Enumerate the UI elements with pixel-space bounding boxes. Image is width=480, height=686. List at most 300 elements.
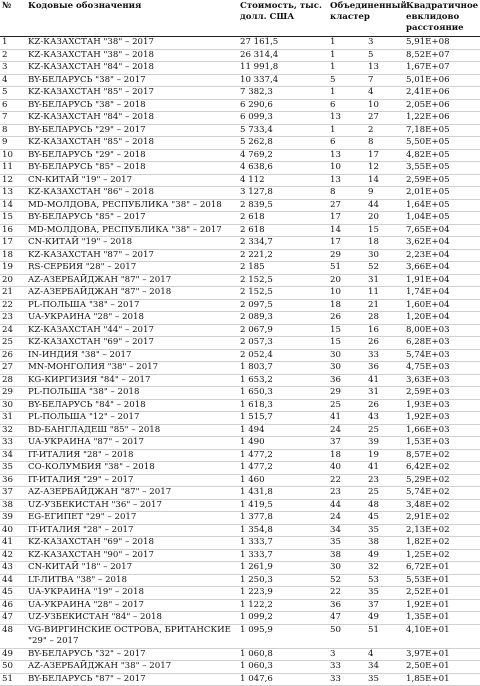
row-code: VG-ВИРГИНСКИЕ ОСТРОВА, БРИТАНСКИЕ "29" – 2017 [26, 624, 238, 648]
table-row [0, 624, 480, 648]
row-code: PL-ПОЛЬША "12" – 2017 [26, 412, 238, 425]
row-cost: 6 290,6 [238, 99, 328, 112]
cluster-a: 26 [330, 312, 341, 322]
row-cluster [328, 224, 404, 237]
cluster-b: 35 [368, 524, 379, 535]
row-cost: 1 122,2 [238, 599, 328, 612]
cluster-b: 33 [368, 349, 379, 360]
cluster-b: 45 [368, 512, 379, 522]
row-code: UZ-УЗБЕКИСТАН "36" – 2017 [26, 499, 238, 512]
row-cluster [328, 99, 404, 112]
cluster-b: 25 [368, 487, 379, 497]
cluster-a: 27 [330, 199, 341, 210]
cluster-a: 15 [330, 337, 341, 347]
row-cost: 1 377,8 [238, 512, 328, 525]
row-cluster [328, 487, 404, 500]
row-cluster [328, 661, 404, 674]
table-row [0, 237, 480, 250]
row-cluster [328, 673, 404, 686]
cluster-b: 28 [368, 312, 379, 322]
row-distance: 3,63E+03 [404, 374, 480, 387]
row-cluster [328, 312, 404, 325]
cluster-a: 13 [330, 174, 341, 185]
row-cluster [328, 37, 404, 50]
row-number: 41 [0, 537, 26, 550]
row-number: 22 [0, 299, 26, 312]
row-distance: 7,65E+04 [404, 224, 480, 237]
table-row [0, 149, 480, 162]
row-number: 50 [0, 661, 26, 674]
row-number: 37 [0, 487, 26, 500]
row-cluster [328, 187, 404, 200]
row-cluster [328, 424, 404, 437]
cluster-b: 9 [368, 187, 374, 197]
row-distance: 3,55E+05 [404, 162, 480, 175]
row-number: 43 [0, 562, 26, 575]
cluster-a: 6 [330, 99, 336, 110]
cluster-a: 22 [330, 587, 341, 597]
cluster-a: 29 [330, 249, 341, 260]
cluster-a: 36 [330, 599, 341, 610]
row-code: AZ-АЗЕРБАЙДЖАН "87" – 2017 [26, 274, 238, 287]
cluster-a: 1 [330, 87, 336, 97]
cluster-a: 50 [330, 624, 341, 635]
row-distance: 8,00E+03 [404, 324, 480, 337]
row-code: UA-УКРАИНА "87" – 2017 [26, 437, 238, 450]
row-cluster [328, 287, 404, 300]
row-number: 35 [0, 462, 26, 475]
row-number: 32 [0, 424, 26, 437]
row-cluster [328, 49, 404, 62]
row-code: KZ-КАЗАХСТАН "84" – 2018 [26, 62, 238, 75]
row-cluster [328, 274, 404, 287]
row-code: BY-БЕЛАРУСЬ "38" – 2017 [26, 74, 238, 87]
row-cost: 1 354,8 [238, 524, 328, 537]
table-row [0, 299, 480, 312]
table-row [0, 37, 480, 50]
row-code: UZ-УЗБЕКИСТАН "84" – 2018 [26, 612, 238, 625]
table-row [0, 399, 480, 412]
row-number: 49 [0, 648, 26, 661]
row-distance: 1,92E+01 [404, 599, 480, 612]
cluster-a: 44 [330, 499, 341, 510]
table-row [0, 224, 480, 237]
cluster-a: 30 [330, 362, 341, 372]
row-cost: 4 769,2 [238, 149, 328, 162]
row-cost: 2 152,5 [238, 274, 328, 287]
row-code: KZ-КАЗАХСТАН "44" – 2017 [26, 324, 238, 337]
table-row [0, 437, 480, 450]
row-code: CO-КОЛУМБИЯ "38" – 2018 [26, 462, 238, 475]
cluster-a: 52 [330, 574, 341, 585]
row-distance: 5,01E+06 [404, 74, 480, 87]
table-row [0, 599, 480, 612]
row-distance: 1,74E+04 [404, 287, 480, 300]
cluster-b: 13 [368, 62, 379, 72]
cluster-a: 30 [330, 562, 341, 572]
row-cluster [328, 499, 404, 512]
table-row [0, 212, 480, 225]
row-cluster [328, 599, 404, 612]
table-row [0, 562, 480, 575]
row-cluster [328, 324, 404, 337]
row-code: BY-БЕЛАРУСЬ "85" – 2017 [26, 212, 238, 225]
cluster-b: 17 [368, 149, 379, 160]
table-row [0, 262, 480, 275]
row-distance: 1,60E+04 [404, 299, 480, 312]
row-number: 29 [0, 387, 26, 400]
row-cost: 2 067,9 [238, 324, 328, 337]
cluster-a: 47 [330, 612, 341, 622]
row-number: 42 [0, 549, 26, 562]
row-code: CN-КИТАЙ "19" – 2018 [26, 237, 238, 250]
cluster-b: 10 [368, 99, 379, 110]
row-number: 31 [0, 412, 26, 425]
header-cluster: Объединенный кластер [328, 0, 404, 37]
row-distance: 5,50E+05 [404, 137, 480, 150]
cluster-b: 31 [368, 387, 379, 397]
cluster-b: 20 [368, 212, 379, 222]
cluster-b: 19 [368, 449, 379, 460]
row-cluster [328, 562, 404, 575]
cluster-b: 53 [368, 574, 379, 585]
row-number: 28 [0, 374, 26, 387]
row-distance: 1,91E+04 [404, 274, 480, 287]
row-cluster [328, 262, 404, 275]
cluster-a: 13 [330, 149, 341, 160]
cluster-a: 6 [330, 137, 336, 147]
row-number: 12 [0, 174, 26, 187]
table-row [0, 524, 480, 537]
row-code: MD-МОЛДОВА, РЕСПУБЛИКА "38" – 2018 [26, 199, 238, 212]
table-row [0, 124, 480, 137]
row-cost: 1 261,9 [238, 562, 328, 575]
cluster-a: 24 [330, 512, 341, 522]
cluster-b: 38 [368, 537, 379, 547]
row-cost: 1 060,3 [238, 661, 328, 674]
row-distance: 1,64E+05 [404, 199, 480, 212]
table-body [0, 37, 480, 686]
table-row [0, 648, 480, 661]
row-distance: 1,67E+07 [404, 62, 480, 75]
row-number: 4 [0, 74, 26, 87]
table-row [0, 487, 480, 500]
row-number: 24 [0, 324, 26, 337]
row-code: CN-КИТАЙ "18" – 2017 [26, 562, 238, 575]
row-code: PL-ПОЛЬША "38" – 2017 [26, 299, 238, 312]
row-distance: 2,52E+01 [404, 587, 480, 600]
row-distance: 2,23E+04 [404, 249, 480, 262]
cluster-b: 35 [368, 587, 379, 597]
row-cluster [328, 112, 404, 125]
cluster-a: 33 [330, 661, 341, 671]
row-cluster [328, 87, 404, 100]
cluster-a: 5 [330, 74, 336, 85]
row-cost: 1 477,2 [238, 462, 328, 475]
row-code: KZ-КАЗАХСТАН "84" – 2018 [26, 112, 238, 125]
row-code: KZ-КАЗАХСТАН "90" – 2017 [26, 549, 238, 562]
row-cost: 5 733,4 [238, 124, 328, 137]
row-cost: 1 333,7 [238, 537, 328, 550]
row-code: IT-ИТАЛИЯ "29" – 2017 [26, 474, 238, 487]
row-distance: 3,66E+04 [404, 262, 480, 275]
row-number: 18 [0, 249, 26, 262]
header-codes: Кодовые обозначения [26, 0, 238, 37]
row-code: UA-УКРАИНА "19" – 2018 [26, 587, 238, 600]
cluster-a: 1 [330, 124, 336, 135]
row-distance: 1,92E+03 [404, 412, 480, 425]
table-row [0, 249, 480, 262]
row-code: EG-ЕГИПЕТ "29" – 2017 [26, 512, 238, 525]
row-number: 47 [0, 612, 26, 625]
row-cluster [328, 162, 404, 175]
row-distance: 5,29E+02 [404, 474, 480, 487]
row-distance: 8,57E+02 [404, 449, 480, 462]
row-code: IN-ИНДИЯ "38" – 2017 [26, 349, 238, 362]
row-distance: 2,59E+05 [404, 174, 480, 187]
cluster-a: 3 [330, 648, 336, 659]
row-cluster [328, 474, 404, 487]
cluster-a: 18 [330, 449, 341, 460]
row-code: BY-БЕЛАРУСЬ "29" – 2018 [26, 149, 238, 162]
row-cost: 4 112 [238, 174, 328, 187]
table-row [0, 362, 480, 375]
cluster-a: 1 [330, 62, 336, 72]
row-cluster [328, 648, 404, 661]
row-distance: 6,72E+01 [404, 562, 480, 575]
cluster-b: 39 [368, 437, 379, 447]
row-number: 13 [0, 187, 26, 200]
table-row [0, 512, 480, 525]
cluster-a: 40 [330, 462, 341, 472]
row-number: 26 [0, 349, 26, 362]
row-number: 10 [0, 149, 26, 162]
cluster-b: 30 [368, 249, 379, 260]
row-code: AZ-АЗЕРБАЙДЖАН "87" – 2017 [26, 487, 238, 500]
cluster-b: 49 [368, 549, 379, 560]
row-distance: 5,74E+03 [404, 349, 480, 362]
row-distance: 1,04E+05 [404, 212, 480, 225]
table-row [0, 137, 480, 150]
row-cluster [328, 212, 404, 225]
row-cost: 1 431,8 [238, 487, 328, 500]
row-cost: 1 223,9 [238, 587, 328, 600]
row-distance: 2,91E+02 [404, 512, 480, 525]
row-number: 45 [0, 587, 26, 600]
row-code: KZ-КАЗАХСТАН "38" – 2017 [26, 37, 238, 50]
cluster-a: 23 [330, 487, 341, 497]
row-cluster [328, 299, 404, 312]
cluster-b: 23 [368, 474, 379, 485]
cluster-a: 38 [330, 549, 341, 560]
cluster-b: 35 [368, 673, 379, 684]
cluster-a: 18 [330, 299, 341, 310]
table-row [0, 74, 480, 87]
row-cost: 2 618 [238, 224, 328, 237]
cluster-b: 41 [368, 462, 379, 472]
table-row [0, 324, 480, 337]
table-row [0, 87, 480, 100]
row-code: AZ-АЗЕРБАЙДЖАН "87" – 2018 [26, 287, 238, 300]
cluster-b: 49 [368, 612, 379, 622]
row-code: BY-БЕЛАРУСЬ "85" – 2018 [26, 162, 238, 175]
cluster-a: 51 [330, 262, 341, 272]
row-cost: 1 047,6 [238, 673, 328, 686]
row-distance: 5,53E+01 [404, 574, 480, 587]
row-distance: 2,41E+06 [404, 87, 480, 100]
cluster-a: 25 [330, 399, 341, 410]
cluster-a: 8 [330, 187, 336, 197]
row-code: UA-УКРАИНА "28" – 2018 [26, 312, 238, 325]
row-number: 21 [0, 287, 26, 300]
row-distance: 1,93E+03 [404, 399, 480, 412]
row-cluster [328, 174, 404, 187]
table-row [0, 199, 480, 212]
table-row [0, 374, 480, 387]
row-number: 38 [0, 499, 26, 512]
row-cost: 2 334,7 [238, 237, 328, 250]
row-code: BY-БЕЛАРУСЬ "87" – 2017 [26, 673, 238, 686]
cluster-b: 51 [368, 624, 379, 635]
row-code: LT-ЛИТВА "38" – 2018 [26, 574, 238, 587]
cluster-b: 2 [368, 124, 374, 135]
header-number: № [0, 0, 26, 37]
cluster-b: 37 [368, 599, 379, 610]
cluster-a: 14 [330, 224, 341, 235]
row-cluster [328, 74, 404, 87]
row-cost: 2 089,3 [238, 312, 328, 325]
table-row [0, 574, 480, 587]
row-cluster [328, 387, 404, 400]
row-code: KZ-КАЗАХСТАН "69" – 2017 [26, 337, 238, 350]
cluster-b: 27 [368, 112, 379, 122]
row-number: 19 [0, 262, 26, 275]
table-row [0, 387, 480, 400]
row-distance: 2,59E+03 [404, 387, 480, 400]
header-distance: Квадратичное евклидово расстояние [404, 0, 480, 37]
row-cost: 27 161,5 [238, 37, 328, 50]
row-cost: 1 419,5 [238, 499, 328, 512]
row-cluster [328, 124, 404, 137]
row-cost: 1 099,2 [238, 612, 328, 625]
table-row [0, 499, 480, 512]
row-cluster [328, 587, 404, 600]
row-number: 15 [0, 212, 26, 225]
row-code: KZ-КАЗАХСТАН "85" – 2018 [26, 137, 238, 150]
row-code: AZ-АЗЕРБАЙДЖАН "38" – 2017 [26, 661, 238, 674]
row-code: PL-ПОЛЬША "38" – 2018 [26, 387, 238, 400]
table-row [0, 337, 480, 350]
row-code: KZ-КАЗАХСТАН "69" – 2018 [26, 537, 238, 550]
row-number: 20 [0, 274, 26, 287]
row-number: 23 [0, 312, 26, 325]
row-number: 16 [0, 224, 26, 237]
row-cost: 1 650,3 [238, 387, 328, 400]
row-cluster [328, 399, 404, 412]
row-cost: 11 991,8 [238, 62, 328, 75]
row-distance: 2,13E+02 [404, 524, 480, 537]
row-cost: 1 477,2 [238, 449, 328, 462]
cluster-b: 32 [368, 562, 379, 572]
table-row [0, 537, 480, 550]
cluster-b: 31 [368, 274, 379, 285]
row-distance: 6,28E+03 [404, 337, 480, 350]
row-code: KG-КИРГИЗИЯ "84" – 2017 [26, 374, 238, 387]
row-cost: 26 314,4 [238, 49, 328, 62]
row-distance: 1,66E+03 [404, 424, 480, 437]
header-row [0, 0, 480, 37]
row-number: 17 [0, 237, 26, 250]
row-code: RS-СЕРБИЯ "28" – 2017 [26, 262, 238, 275]
row-number: 7 [0, 112, 26, 125]
cluster-b: 43 [368, 412, 379, 422]
table-row [0, 174, 480, 187]
row-code: KZ-КАЗАХСТАН "85" – 2017 [26, 87, 238, 100]
table-row [0, 462, 480, 475]
row-code: CN-КИТАЙ "19" – 2017 [26, 174, 238, 187]
row-distance: 5,91E+08 [404, 37, 480, 50]
cluster-b: 26 [368, 399, 379, 410]
cluster-b: 3 [368, 37, 374, 47]
cluster-a: 1 [330, 49, 336, 60]
cluster-b: 4 [368, 87, 374, 97]
cluster-a: 15 [330, 324, 341, 335]
row-cost: 1 250,3 [238, 574, 328, 587]
row-number: 34 [0, 449, 26, 462]
row-cost: 2 097,5 [238, 299, 328, 312]
row-distance: 1,22E+06 [404, 112, 480, 125]
cluster-b: 8 [368, 137, 374, 147]
cluster-a: 37 [330, 437, 341, 447]
row-number: 6 [0, 99, 26, 112]
table-row [0, 312, 480, 325]
row-cost: 2 057,3 [238, 337, 328, 350]
row-distance: 2,01E+05 [404, 187, 480, 200]
row-code: BY-БЕЛАРУСЬ "38" – 2018 [26, 99, 238, 112]
row-code: MN-МОНГОЛИЯ "38" – 2017 [26, 362, 238, 375]
row-cluster [328, 549, 404, 562]
row-cost: 1 515,7 [238, 412, 328, 425]
cluster-a: 20 [330, 274, 341, 285]
row-number: 30 [0, 399, 26, 412]
row-cost: 1 653,2 [238, 374, 328, 387]
cluster-b: 7 [368, 74, 374, 85]
row-cost: 1 095,9 [238, 624, 328, 648]
row-code: KZ-КАЗАХСТАН "86" – 2018 [26, 187, 238, 200]
row-cluster [328, 512, 404, 525]
table-row [0, 424, 480, 437]
row-code: MD-МОЛДОВА, РЕСПУБЛИКА "38" – 2017 [26, 224, 238, 237]
row-cluster [328, 524, 404, 537]
table-row [0, 62, 480, 75]
row-cluster [328, 374, 404, 387]
row-cluster [328, 574, 404, 587]
row-number: 40 [0, 524, 26, 537]
cluster-a: 33 [330, 673, 341, 684]
row-distance: 5,74E+02 [404, 487, 480, 500]
row-distance: 2,50E+01 [404, 661, 480, 674]
cluster-b: 41 [368, 374, 379, 385]
row-cost: 2 052,4 [238, 349, 328, 362]
row-distance: 1,20E+04 [404, 312, 480, 325]
row-cost: 2 221,2 [238, 249, 328, 262]
row-cluster [328, 62, 404, 75]
table-row [0, 549, 480, 562]
row-number: 11 [0, 162, 26, 175]
row-cluster [328, 412, 404, 425]
table-row [0, 661, 480, 674]
table-row [0, 49, 480, 62]
